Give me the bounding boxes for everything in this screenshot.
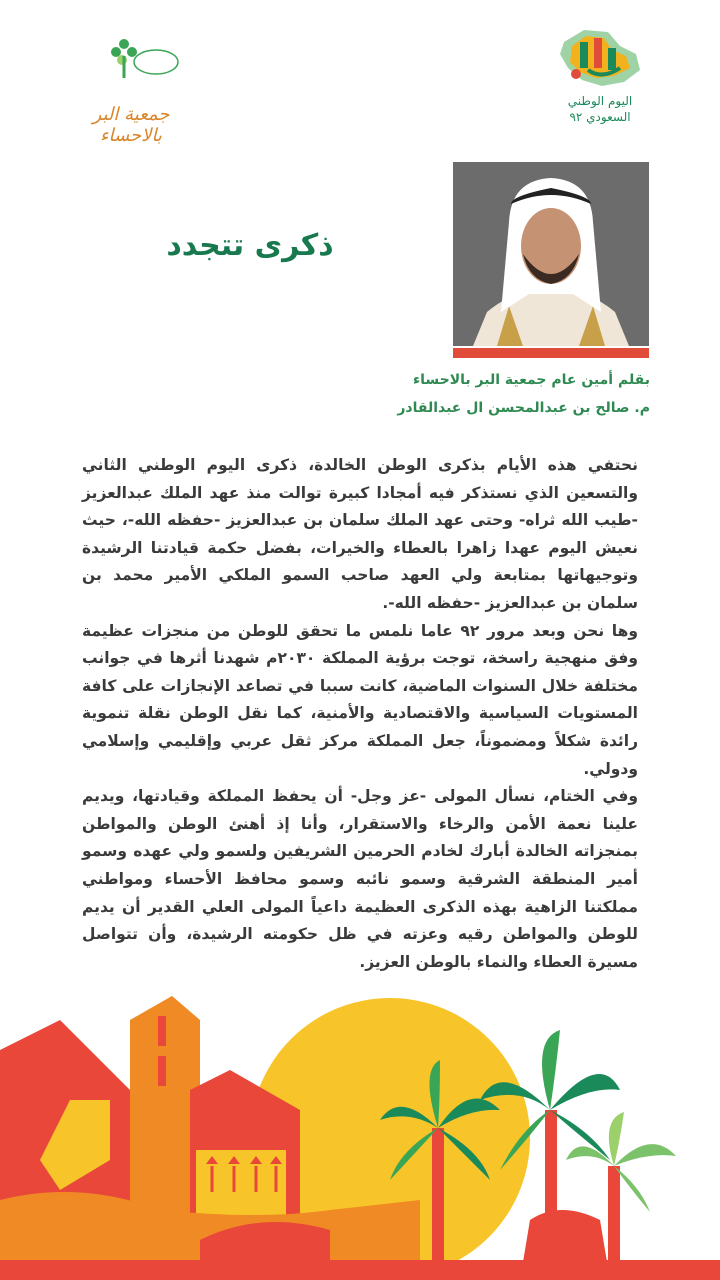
national-day-logo-line2: السعودي ٩٢ [569,110,631,124]
saudi-map-icon [550,24,650,92]
paragraph: وها نحن وبعد مرور ٩٢ عاما نلمس ما تحقق للوطن من منجزات عظيمة وفق منهجية راسخة، توجت برؤية المملكة ٢٠٣٠م شهدنا أثرها في جوانب مختلفة خلال السنوات الماضية، كانت سببا في تصاعد الإنجازات على كافة المستويات السياسية والاقتصادية والأمنية، كما نقل الوطن نقلة تنموية رائدة شكلاً ومضموناً، جعل المملكة مركز ثقل عربي وإقليمي وإسلامي ودولي. [82,621,638,778]
byline-author: م. صالح بن عبدالمحسن ال عبدالقادر [397,400,650,416]
national-day-logo [550,24,650,124]
article-body [82,452,638,976]
national-day-logo-line1: اليوم الوطني [567,94,633,108]
article-title: ذكرى تتجدد [166,228,334,263]
association-logo [76,26,186,146]
paragraph: وفي الختام، نسأل المولى -عز وجل- أن يحفظ المملكة وقيادتها، ويديم علينا نعمة الأمن والرخاء والاستقرار، وأنا إذ أهنئ الوطن والمواطن بمنجزاته الخالدة أبارك لخادم الحرمين الشريفين ولسمو ولي عهده وسمو أمير المنطقة الشرقية وسمو نائبه وسمو محافظ الأحساء ومواطني مملكتنا الزاهية بهذه الذكرى العظيمة داعياً المولى العلي القدير أن يديم للوطن والمواطن رقيه وعزته في ظل حكومته الرشيدة، وأن تتواصل مسيرة العطاء والنماء بالوطن العزيز. [82,787,638,971]
portrait-accent-bar [453,348,649,358]
paragraph: نحتفي هذه الأيام بذكرى الوطن الخالدة، ذكرى اليوم الوطني الثاني والتسعين الذي نستذكر فيه أمجادا كبيرة توالت منذ عهد الملك عبدالعزيز -طيب الله ثراه- وحتى عهد الملك سلمان بن عبدالعزيز -حفظه الله-، حيث نعيش اليوم عهدا زاهرا بالعطاء والخيرات، بفضل حكمة قيادتنا الرشيدة وتوجيهاتها بمتابعة ولي العهد صاحب السمو الملكي الأمير محمد بن سلمان بن عبدالعزيز -حفظه الله-. [82,456,638,612]
association-logo-text: جمعية البر بالاحساء [92,104,170,146]
author-portrait [453,162,649,346]
association-emblem-icon [76,26,186,106]
author-photo-icon [453,162,649,346]
byline-role: بقلم أمين عام جمعية البر بالاحساء [412,372,650,388]
heritage-illustration [0,960,720,1280]
